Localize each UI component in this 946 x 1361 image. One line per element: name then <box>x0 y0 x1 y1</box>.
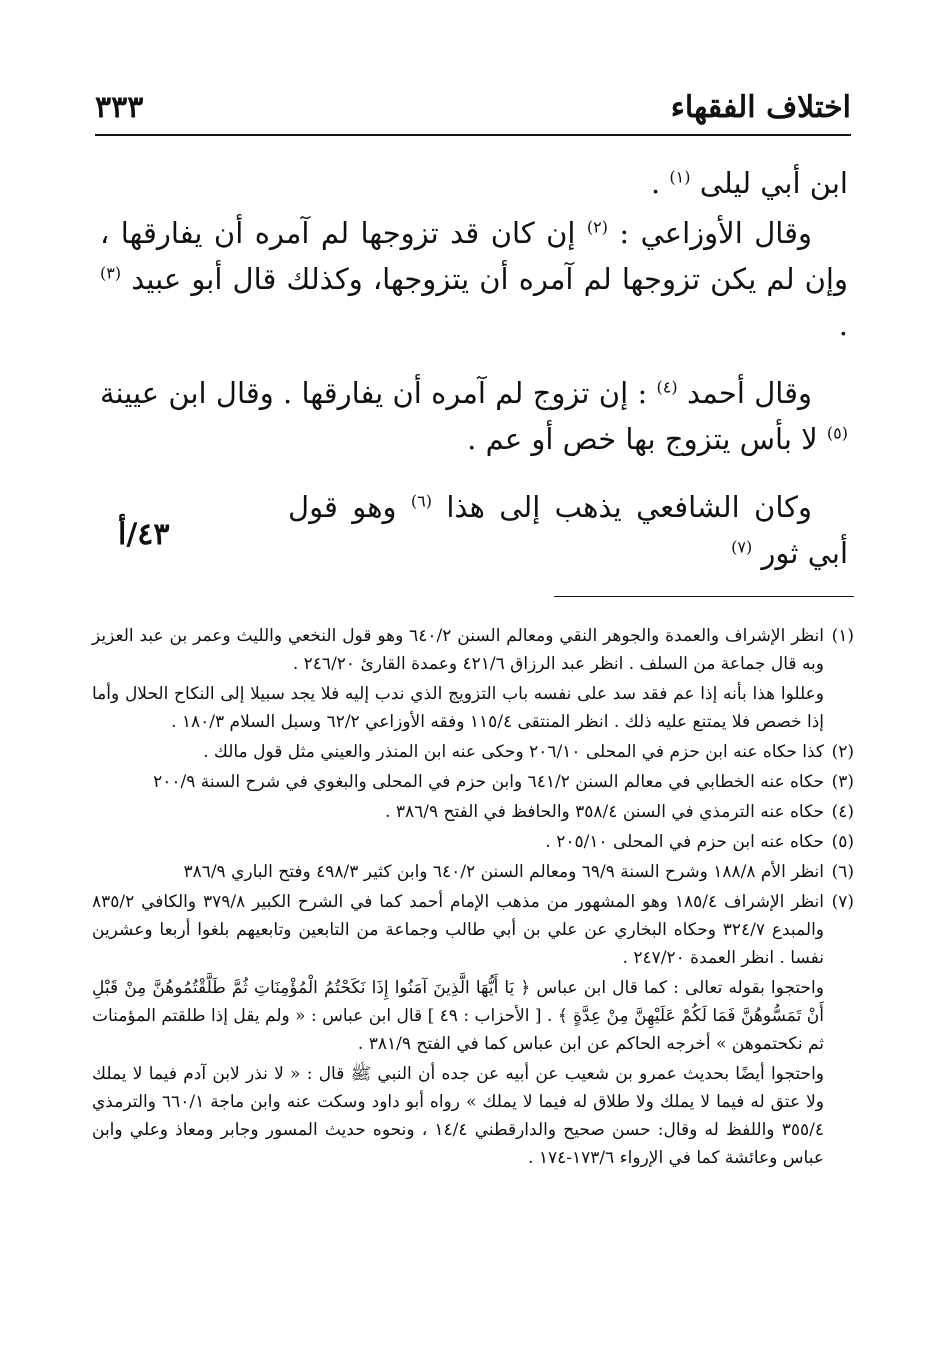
footnote <box>92 888 854 972</box>
text: إن كان قد تزوجها لم آمره أن يفارقها ، وإن لم يكن تزوجها لم آمره أن يتزوجها، وكذلك قال أبو عبيد <box>100 216 848 296</box>
footnote-text: وعللوا هذا بأنه إذا عم فقد سد على نفسه باب التزويج الذي ندب إليه فلا يجد سبيلا إلى النكاح الحلال وأما إذا خصص فلا يمتنع عليه ذلك . انظر المنتقى ١١٥/٤ وفقه الأوزاعي ٦٢/٢ وسبل السلام ١٨٠/٣ . <box>92 684 824 732</box>
footnote-text: حكاه عنه الخطابي في معالم السنن ٦٤١/٢ وابن حزم في المحلى والبغوي في شرح السنة ٢٠٠/٩ <box>153 772 824 792</box>
footnote <box>92 798 854 826</box>
text: : إن تزوج لم آمره أن يفارقها . وقال ابن عيينة <box>100 376 657 410</box>
footnote-ref-6: (٦) <box>410 491 432 511</box>
footnote-number: (٣) <box>831 772 854 792</box>
footnote-text: حكاه عنه الترمذي في السنن ٣٥٨/٤ والحافظ في الفتح ٣٨٦/٩ . <box>385 802 824 822</box>
text: . <box>838 308 848 342</box>
footnote-ref-1: (١) <box>669 167 691 187</box>
text: وقال أحمد <box>677 376 813 410</box>
text: وهو قول أبي ثور <box>288 490 848 570</box>
text: لا بأس يتزوج بها خص أو عم . <box>467 422 827 456</box>
footnote <box>92 858 854 886</box>
footnote-number: (٢) <box>831 742 854 762</box>
footnote <box>92 738 854 766</box>
footnote-text: واحتجوا بقوله تعالى : كما قال ابن عباس ﴿ يَا أَيُّهَا الَّذِينَ آمَنُوا إِذَا نَكَحْتُمُ الْمُؤْمِنَاتِ ثُمَّ طَلَّقْتُمُوهُنَّ مِنْ قَبْلِ أَنْ تَمَسُّوهُنَّ فَمَا لَكُمْ عَلَيْهِنَّ مِنْ عِدَّةٍ ﴾ . [ الأحزاب : ٤٩ ] قال ابن عباس : « ولم يقل إذا طلقتم المؤمنات ثم نكحتموهن » أخرجه الحاكم عن ابن عباس كما في الفتح ٣٨١/٩ . <box>92 978 824 1054</box>
footnote-text: حكاه عنه ابن حزم في المحلى ٢٠٥/١٠ . <box>545 832 824 852</box>
footnote-number: (٦) <box>831 862 854 882</box>
footnote-ref-4: (٤) <box>656 377 678 397</box>
footnote-text: انظر الأم ١٨٨/٨ وشرح السنة ٦٩/٩ ومعالم السنن ٦٤٠/٢ وابن كثير ٤٩٨/٣ وفتح الباري ٣٨٦/٩ <box>183 862 824 882</box>
footnote-text: انظر الإشراف ١٨٥/٤ وهو المشهور من مذهب الإمام أحمد كما في الشرح الكبير ٣٧٩/٨ والكافي ٨٣٥/٢ والمبدع ٣٢٤/٧ وحكاه البخاري عن علي بن أبي طالب وجماعة من التابعين وتابعيهم بلغوا أربعا وعشرين نفسا . انظر العمدة ٢٤٧/٢٠ . <box>92 892 825 968</box>
footnotes <box>92 622 854 1174</box>
footnote-text: كذا حكاه عنه ابن حزم في المحلى ٢٠٦/١٠ وحكى عنه ابن المنذر والعيني مثل قول مالك . <box>203 742 824 762</box>
paragraph-4 <box>288 484 848 576</box>
footnote <box>92 622 854 678</box>
manuscript-folio-marker: ٤٣/أ <box>118 517 170 552</box>
text: . <box>650 166 670 200</box>
running-title: اختلاف الفقهاء <box>670 90 851 125</box>
text: وقال الأوزاعي : <box>607 216 812 250</box>
footnote <box>92 1060 854 1172</box>
footnote-ref-2: (٢) <box>586 217 608 237</box>
text: وكان الشافعي يذهب إلى هذا <box>431 490 812 524</box>
footnote-text: واحتجوا أيضًا بحديث عمرو بن شعيب عن أبيه عن جده أن النبي ﷺ قال : « لا نذر لابن آدم فيما لا يملك ولا عتق له فيما لا يملك ولا طلاق له فيما لا يملك » رواه أبو داود وسكت عنه وابن ماجة ٦٦٠/١ والترمذي ٣٥٥/٤ واللفظ له وقال: حسن صحيح والدارقطني ١٤/٤ ، ونحوه حديث المسور وجابر ومعاذ وعلي وابن عباس وعائشة كما في الإرواء ١٧٣/٦-١٧٤ . <box>92 1064 824 1168</box>
page-header <box>95 86 851 136</box>
paragraph-2 <box>100 210 848 348</box>
footnote-divider <box>554 596 854 597</box>
footnote-number: (٥) <box>831 832 854 852</box>
footnote <box>92 768 854 796</box>
text: ابن أبي ليلى <box>699 166 848 200</box>
footnote-number: (١) <box>831 626 854 646</box>
footnote-number: (٤) <box>831 802 854 822</box>
footnote-number: (٧) <box>831 892 854 912</box>
footnote <box>92 828 854 856</box>
page-number: ٣٣٣ <box>95 90 144 125</box>
footnote-text: انظر الإشراف والعمدة والجوهر النقي ومعالم السنن ٦٤٠/٢ وهو قول النخعي والليث وعمر بن عبد العزيز وبه قال جماعة من السلف . انظر عبد الرزاق ٤٢١/٦ وعمدة القارئ ٢٤٦/٢٠ . <box>92 626 824 674</box>
main-text <box>100 160 848 576</box>
footnote-ref-7: (٧) <box>731 537 753 557</box>
footnote <box>92 680 854 736</box>
paragraph-1 <box>100 160 848 206</box>
footnote-ref-5: (٥) <box>826 423 848 443</box>
paragraph-3 <box>100 370 848 462</box>
footnote-ref-3: (٣) <box>100 263 122 283</box>
footnote <box>92 974 854 1058</box>
